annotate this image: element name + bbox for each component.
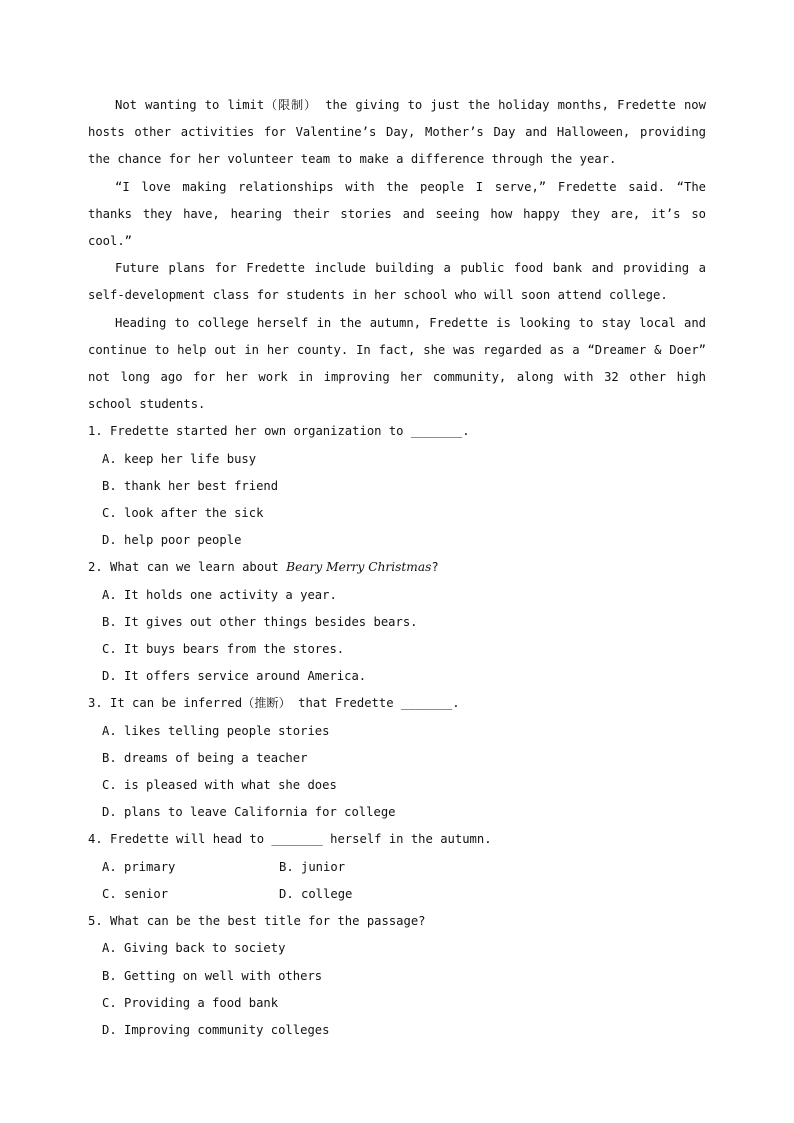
question-stem-text: 2. What can we learn about [88,560,287,575]
passage-paragraph: “I love making relationships with the people I serve,” Fredette said. “The thanks they have, hearing their stories and seeing how happy they are, it’s so cool.” [88,179,706,249]
answer-option: B. junior [279,859,346,874]
answer-option: D. It offers service around America. [102,669,367,684]
question-2 [88,554,706,690]
answer-option: C. Providing a food bank [102,995,279,1010]
answer-option: D. Improving community colleges [102,1022,330,1037]
question-stem: 4. Fredette will head to _______ herself in the autumn. [88,832,492,847]
answer-option-row [102,854,706,881]
answer-option: C. is pleased with what she does [102,778,337,793]
question-stem [88,554,706,581]
worksheet-page [88,92,706,1044]
answer-option: C. senior [102,886,169,901]
answer-option-row [102,881,706,908]
book-title: Beary Merry Christmas [286,560,432,575]
question-5 [88,908,706,1044]
answer-option: D. college [279,886,353,901]
answer-option: A. primary [102,859,176,874]
answer-option: B. It gives out other things besides bears. [102,614,418,629]
answer-option: A. likes telling people stories [102,723,330,738]
question-1 [88,418,706,554]
question-4 [88,826,706,908]
answer-option: D. help poor people [102,533,242,548]
answer-option: A. Giving back to society [102,941,286,956]
answer-option: A. It holds one activity a year. [102,587,337,602]
question-stem: 1. Fredette started her own organization to _______. [88,424,470,439]
answer-option: B. dreams of being a teacher [102,750,308,765]
passage-paragraph: Heading to college herself in the autumn, Fredette is looking to stay local and continue to help out in her county. In fact, she was regarded as a “Dreamer & Doer” not long ago for her work in improving her community, along with 32 other high school students. [88,315,706,412]
answer-option: A. keep her life busy [102,451,257,466]
question-stem-end: ? [431,560,439,575]
passage-paragraph: Not wanting to limit（限制） the giving to just the holiday months, Fredette now hosts other activities for Valentine’s Day, Mother’s Day and Halloween, providing the chance for her volunteer team to make a difference through the year. [88,98,706,167]
question-stem: 5. What can be the best title for the passage? [88,914,426,929]
answer-option: C. look after the sick [102,506,264,521]
question-3 [88,690,706,826]
answer-option: D. plans to leave California for college [102,805,396,820]
answer-option: C. It buys bears from the stores. [102,642,345,657]
answer-option: B. Getting on well with others [102,968,323,983]
answer-option: B. thank her best friend [102,478,279,493]
passage-paragraph: Future plans for Fredette include building a public food bank and providing a self-development class for students in her school who will soon attend college. [88,261,706,303]
question-stem: 3. It can be inferred（推断） that Fredette _______. [88,696,460,711]
